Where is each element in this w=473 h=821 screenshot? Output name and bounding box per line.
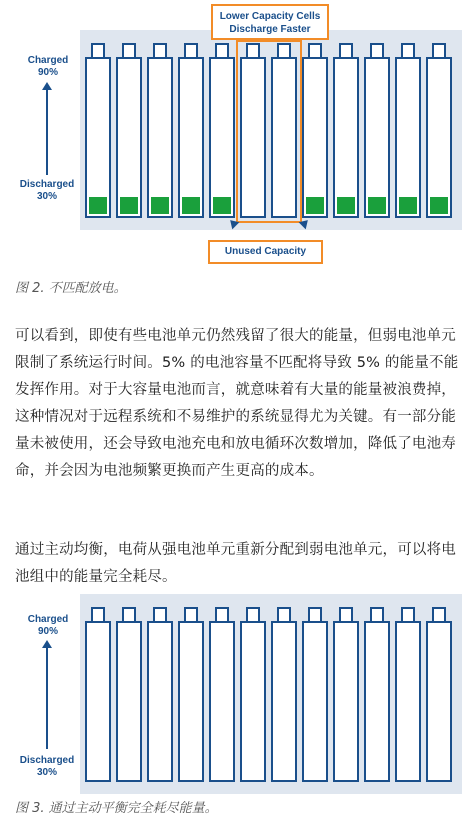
remaining-charge-fill bbox=[306, 197, 324, 214]
battery-cell bbox=[85, 57, 111, 218]
remaining-charge-fill bbox=[368, 197, 386, 214]
discharged-label: Discharged 30% bbox=[19, 755, 75, 778]
battery-cell bbox=[116, 621, 142, 782]
remaining-charge-fill bbox=[151, 197, 169, 214]
paragraph-2: 通过主动均衡，电荷从强电池单元重新分配到弱电池单元，可以将电池组中的能量完全耗尽。 bbox=[15, 542, 456, 585]
battery-cell bbox=[395, 621, 421, 782]
discharged-label: Discharged 30% bbox=[19, 179, 75, 202]
battery-cell bbox=[333, 621, 359, 782]
battery-cell bbox=[271, 621, 297, 782]
unused-capacity-callout: Unused Capacity bbox=[208, 240, 323, 264]
paragraph-1: 可以看到，即使有些电池单元仍然残留了很大的能量，但弱电池单元限制了系统运行时间。5% 的电池容量不匹配将导致 5% 的能量不能发挥作用。对于大容量电池而言，就意味着有大量的能量被浪费掉，这种情况对于远程系统和不易维护的系统显得尤为关键。有一部分能量未被使用，还会导致电池充电和放电循环次数增加，降低了电池寿命，并会因为电池频繁更换而产生更高的成本。 bbox=[15, 328, 459, 479]
weak-cells-highlight bbox=[236, 40, 302, 223]
remaining-charge-fill bbox=[430, 197, 448, 214]
battery-cell bbox=[240, 621, 266, 782]
battery-cell bbox=[302, 57, 328, 218]
lower-capacity-callout: Lower Capacity Cells Discharge Faster bbox=[211, 4, 329, 40]
battery-cell bbox=[395, 57, 421, 218]
charged-label: Charged 90% bbox=[27, 614, 69, 637]
battery-cell bbox=[209, 57, 235, 218]
figure-2-caption: 图 2. 不匹配放电。 bbox=[15, 281, 127, 296]
battery-cell bbox=[426, 57, 452, 218]
battery-cell bbox=[85, 621, 111, 782]
battery-cell bbox=[364, 57, 390, 218]
battery-cell bbox=[426, 621, 452, 782]
battery-cell bbox=[302, 621, 328, 782]
figure-3-caption: 图 3. 通过主动平衡完全耗尽能量。 bbox=[15, 801, 218, 816]
battery-cell bbox=[178, 57, 204, 218]
remaining-charge-fill bbox=[120, 197, 138, 214]
remaining-charge-fill bbox=[399, 197, 417, 214]
remaining-charge-fill bbox=[213, 197, 231, 214]
battery-cell bbox=[178, 621, 204, 782]
axis-line bbox=[46, 647, 48, 749]
battery-cell bbox=[364, 621, 390, 782]
battery-cell bbox=[147, 57, 173, 218]
battery-cell bbox=[209, 621, 235, 782]
charged-label: Charged 90% bbox=[27, 55, 69, 78]
remaining-charge-fill bbox=[89, 197, 107, 214]
remaining-charge-fill bbox=[182, 197, 200, 214]
battery-cell bbox=[333, 57, 359, 218]
battery-cells-diagram bbox=[80, 594, 462, 794]
battery-cell bbox=[116, 57, 142, 218]
axis-line bbox=[46, 89, 48, 175]
remaining-charge-fill bbox=[337, 197, 355, 214]
battery-cell bbox=[147, 621, 173, 782]
